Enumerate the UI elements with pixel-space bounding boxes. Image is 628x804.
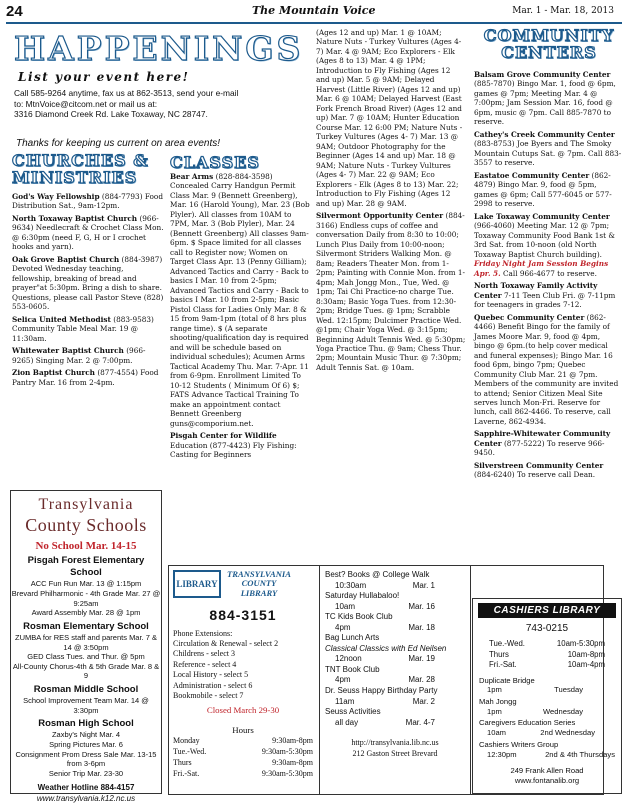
school-heading: Rosman High School — [38, 718, 134, 730]
event-time: 11am Mar. 2 — [335, 696, 435, 706]
community-entry: Eastatoe Community Center (862-4879) Bingo Mar. 9, food @ 5pm, games @ 6pm; Call 577-6045 or 577-2998 to reserve. — [474, 170, 612, 209]
library-address: 212 Gaston Street Brevard — [352, 748, 438, 758]
cashiers-event-time: 12:30pm 2nd & 4th Thursdays — [487, 749, 615, 759]
library-phone: 884-3151 — [209, 607, 277, 624]
contact-info — [14, 88, 314, 120]
community-title: COMMUNITY CENTERS — [483, 26, 615, 62]
library-extension: Circulation & Renewal - select 2 — [173, 638, 279, 648]
church-entry: North Toxaway Baptist Church (966-9634) Needlecraft & Crochet Class Mon. @ 6:30pm (need F, G, H or I crochet hooks and yarn). — [12, 213, 164, 252]
class-entry: Bear Arms (828-884-3598) Concealed Carry Handgun Permit Class Mar. 9 (Bennett Greenberg), Mar. 16 (Harold Young), Mar. 23 (Bob Plyler). All classes from 10AM to 7PM, Mar. 3 (Bob Plyler), Mar. 24 (Bennett Greenberg) All classes 9am-6pm. $ Space limited for all classes call to Register now; Women on Target Class Apr. 13 (Penny Gilliam); Advanced Tactics and Carry - Back to basics I Mar. 10 from 2-5pm; Advanced Tactics and Carry - Back to basics I Mar. 10 from 2-5pm; Basic Pistol Class for Ladies Only Mar. 8 & 15 from 9am-1pm (total of 8 hrs plus range time). $ (A separate shooting/qualification day is required and will be schedule based on individual schedules); Acumen Arms Tactical Academy Thu. Mar. 7-Apr. 11 from 6-9pm. Enrollment Limited To 10-12 Students ( Minimum Of 6) $; FATS Advance Tactical Training To make an appointment contact Bennett Greenberg guns@comporium.net. — [170, 172, 310, 428]
community-list — [474, 70, 622, 483]
silvermont-entry: Silvermont Opportunity Center (884-3166) Endless cups of coffee and conversation Daily from 8:30 to 10:00; Lunch Plus Daily from 10:00-noon; Silvermont Striders Walking Mon. @ 8am; Readers Theater Mon. from 1-2pm; Painting with Connie Mon. from 1-4pm; Mah Jongg Mon., Tue, Wed. @ 1pm; Tai Chi Practice-no charge Tue. 8:30am; Basic Yoga Tues. from 12:30-2pm; Bridge Tues. @ 1pm; Scrabble Wed. 12:15pm; Dulcimer Practice Wed. @1pm; Chair Yoga Wed. @ 3:15pm; Beginning Adult Tennis Wed. @ 5:30pm; Yoga Practice Thu. @ 9am; Chess Thur. 2pm; Mountain Music Thur. @ 7:30pm; Adult Tennis Sat. @ 10am. — [316, 211, 466, 372]
cashiers-hours-row: Thurs 10am-8pm — [489, 649, 605, 659]
church-entry: Zion Baptist Church (877-4554) Food Pantry Mar. 16 from 2-4pm. — [12, 368, 159, 387]
cashiers-website[interactable]: www.fontanalib.org — [514, 776, 580, 786]
event-time: all day Mar. 4-7 — [335, 717, 435, 727]
cashiers-event-time: 1pm Tuesday — [487, 685, 583, 695]
church-entry: Whitewater Baptist Church (966-9265) Singing Mar. 2 @ 7:00pm. — [12, 346, 146, 365]
event-time: 12noon Mar. 19 — [335, 654, 435, 664]
class-continued-text: (Ages 12 and up) Mar. 1 @ 10AM; Nature Nuts - Turkey Vultures (Ages 4- 7) Mar. 4 @ 9AM; Eco Explorers - Elk (Ages 8 to 13) Mar. 4 @ 1PM; Introduction to Fly Fishing (Ages 12 and up) Mar. 5 @ 9AM; Delayed Harvest (Little River) (Ages 12 and up) Mar. 6 @ 10AM; Delayed Harvest (East Fork French Broad River) (Ages 12 and up) Mar. 7 @ 10AM; Hunter Education Course Mar. 12 6:00 PM; Nature Nuts - Turkey Vultures (Ages 4- 7) Mar. 13 @ 9AM; Outdoor Photography for the Beginner (Ages 14 and up) Mar. 18 @ 9AM; Nature Nuts - Turkey Vultures (Ages 4- 7) Mar. 22 @ 9AM; Eco Explorers - Elk (Ages 8 to 13) Mar. 22; Introduction to Fly Fishing (Ages 12 and up) Mar. 28 @ 9AM. — [316, 28, 463, 208]
church-entry: God's Way Fellowship (884-7793) Food Distribution Sat., 9am-12pm. — [12, 192, 163, 211]
event-time: 4pm Mar. 18 — [335, 622, 435, 632]
school-line: ACC Fun Run Mar. 13 @ 1:15pm — [30, 579, 142, 589]
school-line: All-County Chorus-4th & 5th Grade Mar. 8 & 9 — [12, 661, 160, 681]
event-title: Best? Books @ College Walk — [325, 570, 430, 579]
school-line: Award Assembly Mar. 28 @ 1pm — [31, 608, 141, 618]
library-extension: Childrens - select 3 — [173, 649, 235, 659]
event-time: 10am Mar. 16 — [335, 601, 435, 611]
event-time: 10:30am Mar. 1 — [335, 580, 435, 590]
classes-continued — [316, 28, 466, 375]
happenings-subtitle: List your event here! — [18, 70, 190, 84]
no-school-notice: No School Mar. 14-15 — [35, 539, 137, 552]
library-extension: Bookmobile - select 7 — [173, 690, 244, 700]
cashiers-event-title: Caregivers Education Series — [479, 718, 576, 728]
cashiers-event-time: 10am 2nd Wednesday — [487, 728, 595, 738]
schools-title-line1: Transylvania — [38, 496, 134, 513]
library-hours-row: Tue.-Wed. 9:30am-5:30pm — [173, 746, 313, 756]
community-entry: Cathey's Creek Community Center (883-8753) Joe Byers and The Smoky Mountain Cutups Sat. @ 7pm. Call 883-3557 to reserve. — [474, 129, 622, 168]
library-hours-row: Monday 9:30am-8pm — [173, 736, 313, 746]
page-header — [0, 0, 628, 24]
cashiers-event-title: Cashiers Writers Group — [479, 739, 559, 749]
classes-list — [170, 172, 310, 463]
library-extension: Reference - select 4 — [173, 659, 237, 669]
school-line: Consignment Prom Dress Sale Mar. 13-15 from 3-6pm — [15, 749, 157, 769]
event-title: Seuss Activities — [325, 707, 381, 717]
library-hours-row: Thurs 9:30am-8pm — [173, 757, 313, 767]
churches-title: CHURCHES & MINISTRIES — [12, 151, 149, 187]
date-range: Mar. 1 - Mar. 18, 2013 — [512, 6, 614, 16]
event-title: Bag Lunch Arts — [325, 633, 380, 643]
churches-list — [12, 192, 164, 390]
event-title: Classical Classics with Ed Neilsen — [325, 643, 447, 653]
contact-line-2: to: MtnVoice@citcom.net or mail us at: — [14, 98, 158, 109]
schools-website: www.transylvania.k12.nc.us — [36, 793, 136, 803]
library-hours-title: Hours — [232, 724, 254, 735]
event-title: Saturday Hullabaloo! — [325, 591, 400, 601]
header-rule — [6, 22, 622, 24]
contact-line-1: Call 585-9264 anytime, fax us at 862-3513, send your e-mail — [14, 88, 239, 98]
cashiers-ad — [472, 598, 622, 794]
thanks-note: Thanks for keeping us current on area events! — [16, 138, 221, 149]
cashiers-title: CASHIERS LIBRARY — [478, 603, 616, 618]
library-closed-notice: Closed March 29-30 — [206, 705, 280, 716]
cashiers-event-title: Mah Jongg — [479, 696, 517, 706]
library-logo-badge: LIBRARY — [173, 570, 221, 598]
classes-title: CLASSES — [170, 153, 260, 172]
community-entry: North Toxaway Family Activity Center 7-11 Teen Club Fri. @ 7-11pm for teenagers in grades 7-12. — [474, 281, 616, 310]
masthead: The Mountain Voice — [252, 4, 376, 17]
school-line: ZUMBA for RES staff and parents Mar. 7 & 14 @ 3:50pm — [14, 632, 157, 652]
event-time: 4pm Mar. 28 — [335, 675, 435, 685]
library-url[interactable]: http://transylvania.lib.nc.us — [351, 738, 439, 748]
library-logo-text: TRANSYLVANIA COUNTY LIBRARY — [227, 569, 291, 598]
schools-ad — [10, 490, 162, 803]
school-line: GED Class Tues. and Thur. @ 5pm — [27, 652, 145, 662]
community-entry: Quebec Community Center (862-4466) Benefit Bingo for the family of James Moore Mar. 9, food @ 4pm, bingo @ 6pm.(to help cover medical and funeral expenses); Bingo Mar. 16 food 6pm, bingo 7pm; Quebec Community Club Mar. 21 @ 7pm. Members of the community are invited to attend; Senior Citizen Meal Site serves lunch Mon-Fri. Reserve for lunch, call 862-4466. To reserve, call Laverne, 862-4934. — [474, 312, 619, 426]
school-line: Senior Trip Mar. 23-30 — [48, 768, 124, 778]
cashiers-event-time: 1pm Wednesday — [487, 706, 583, 716]
community-entry: Silverstreen Community Center (884-6240) To reserve call Dean. — [474, 460, 604, 480]
community-entry: Lake Toxaway Community Center (966-4060) Meeting Mar. 12 @ 7pm; Toxaway Community Food Bank 1st & 3rd Sat. from 10-noon (old North Toxaway Baptist Church building). Friday Night Jam Session Begins Apr. 5. Call 966-4677 to reserve. — [474, 211, 615, 278]
library-extension: Administration - select 6 — [173, 680, 253, 690]
school-heading: Rosman Middle School — [33, 683, 139, 695]
event-title: Dr. Seuss Happy Birthday Party — [325, 686, 438, 696]
church-entry: Oak Grove Baptist Church (884-3987) Devoted Wednesday teaching, fellowship, breaking of bread and prayer"at 5:30pm. Bring a dish to share. Questions, please call Pastor Steve (828) 553-0605. — [12, 254, 164, 312]
event-title: TC Kids Book Club — [325, 612, 393, 622]
library-hours-row: Fri.-Sat. 9:30am-5:30pm — [173, 768, 313, 778]
library-extension: Phone Extensions: — [173, 628, 233, 638]
community-entry: Sapphire-Whitewater Community Center (877-5222) To reserve 966-9450. — [474, 429, 611, 458]
school-line: Zaxby's Night Mar. 4 — [51, 730, 121, 740]
page-number: 24 — [6, 3, 23, 20]
jam-session-highlight: Friday Night Jam Session Begins Apr. 5. — [474, 259, 609, 278]
happenings-title: HAPPENINGS — [14, 29, 304, 68]
cashiers-hours-row: Fri.-Sat. 10am-4pm — [489, 660, 605, 670]
cashiers-address: 249 Frank Allen Road — [510, 766, 584, 776]
school-line: Spring Pictures Mar. 6 — [49, 740, 123, 749]
event-title: TNT Book Club — [325, 664, 380, 674]
school-line: School Improvement Team Mar. 14 @ 3:30pm — [23, 696, 149, 715]
church-entry: Selica United Methodist (883-9583) Community Table Meal Mar. 19 @ 11:30am. — [12, 314, 154, 343]
community-entry: Balsam Grove Community Center (885-7870) Bingo Mar. 1, food @ 6pm, games @ 7pm; Meeting Mar. 4 @ 7:00pm; Jam Session Mar. 16, food @ 6pm, music @ 7pm. Call 885-7870 to reserve. — [474, 70, 616, 127]
cashiers-event-title: Duplicate Bridge — [479, 675, 535, 685]
library-events — [319, 566, 471, 794]
contact-line-3: 3316 Diamond Creek Rd. Lake Toxaway, NC 28747. — [14, 109, 208, 119]
school-heading: Rosman Elementary School — [23, 620, 149, 632]
school-heading: Pisgah Forest Elementary School — [27, 555, 145, 579]
school-line: Brevard Philharmonic - 4th Grade Mar. 27 @ 9:25am — [11, 589, 161, 608]
cashiers-hours-row: Tue.-Wed. 10am-5:30pm — [489, 639, 605, 648]
schools-title-line2: County Schools — [25, 514, 147, 535]
library-extension: Local History - select 5 — [173, 670, 249, 680]
class-entry: Pisgah Center for Wildlife Education (877-4423) Fly Fishing: Casting for Beginners — [170, 431, 297, 460]
cashiers-phone: 743-0215 — [525, 623, 569, 634]
weather-hotline: Weather Hotline 884-4157 — [37, 783, 135, 793]
